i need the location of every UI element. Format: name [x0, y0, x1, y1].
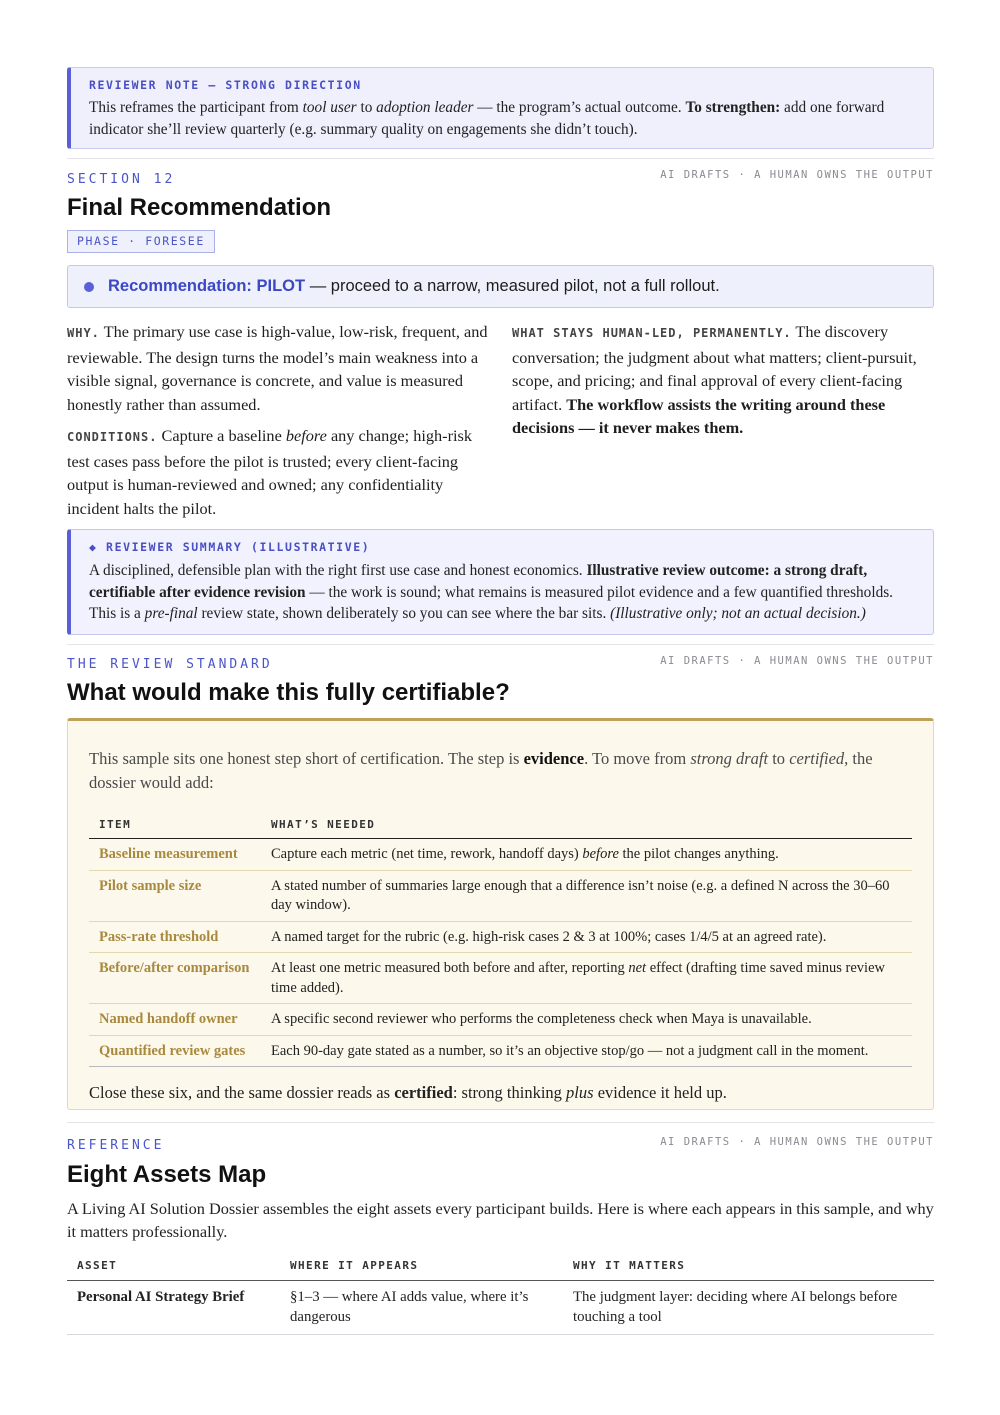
item-cell: Before/after comparison	[89, 953, 261, 1004]
table-header-row	[89, 809, 912, 839]
recommendation-bullet-icon	[84, 282, 94, 292]
section-title: Eight Assets Map	[67, 1161, 267, 1188]
item-cell: Baseline measurement	[89, 839, 261, 871]
column-header-needed: WHAT’S NEEDED	[261, 809, 912, 839]
why-cell: The judgment layer: deciding where AI belongs before touching a tool	[563, 1281, 934, 1335]
column-header-asset: ASSET	[67, 1256, 280, 1281]
conditions-paragraph: CONDITIONS. Capture a baseline before any change; high-risk test cases pass before the pilot is trusted; every client-facing output is human-reviewed and owned; any confidentiality incident halts the pilot.	[67, 426, 473, 518]
item-cell: Pilot sample size	[89, 870, 261, 921]
column-header-where: WHERE IT APPEARS	[280, 1256, 563, 1281]
human-led-column	[512, 320, 934, 440]
where-cell: §1–3 — where AI adds value, where it’s dangerous	[280, 1281, 563, 1335]
section-meta: AI DRAFTS · A HUMAN OWNS THE OUTPUT	[660, 169, 934, 181]
phase-badge: PHASE · FORESEE	[67, 230, 215, 253]
why-column	[67, 320, 492, 520]
section-divider	[67, 1122, 934, 1123]
table-row	[89, 953, 912, 1004]
why-paragraph: WHY. The primary use case is high-value, low-risk, frequent, and reviewable. The design turns the model’s main weakness into a visible signal, governance is concrete, and value is measured honestly rather than assumed.	[67, 322, 488, 414]
table-row	[89, 1004, 912, 1036]
certification-intro: This sample sits one honest step short of certification. The step is evidence. To move from strong draft to certified, the dossier would add:	[89, 749, 873, 792]
table-row	[67, 1281, 934, 1335]
assets-table	[67, 1256, 934, 1335]
reviewer-note-text: This reframes the participant from tool user to adoption leader — the program’s actual outcome. To strengthen: add one forward indicator she’ll review quarterly (e.g. summary quality on engagements she didn’t touch).	[89, 99, 885, 138]
section-divider	[67, 644, 934, 645]
recommendation-banner	[67, 265, 934, 308]
table-row	[89, 921, 912, 953]
needed-cell: A specific second reviewer who performs the completeness check when Maya is unavailable.	[261, 1004, 912, 1036]
reviewer-summary-text: A disciplined, defensible plan with the right first use case and honest economics. Illustrative review outcome: a strong draft, certifiable after evidence revision — the work is sound; what remains is measured pilot evidence and a few quantified thresholds. This is a pre-final review state, shown deliberately so you can see where the bar sits. (Illustrative only; not an actual decision.)	[89, 562, 894, 622]
section-label: SECTION 12	[67, 172, 176, 187]
section-label: THE REVIEW STANDARD	[67, 657, 273, 672]
needed-cell: At least one metric measured both before and after, reporting net effect (drafting time saved minus review time added).	[261, 953, 912, 1004]
needed-cell: Capture each metric (net time, rework, handoff days) before the pilot changes anything.	[261, 839, 912, 871]
reviewer-summary-label: ◆ REVIEWER SUMMARY (ILLUSTRATIVE)	[89, 540, 371, 554]
item-cell: Quantified review gates	[89, 1035, 261, 1067]
asset-cell: Personal AI Strategy Brief	[67, 1281, 280, 1335]
recommendation-text: Recommendation: PILOT — proceed to a narrow, measured pilot, not a full rollout.	[108, 277, 720, 295]
column-header-why: WHY IT MATTERS	[563, 1256, 934, 1281]
table-row	[89, 1035, 912, 1067]
reviewer-note-label: REVIEWER NOTE — STRONG DIRECTION	[89, 78, 362, 92]
needed-cell: A named target for the rubric (e.g. high-risk cases 2 & 3 at 100%; cases 1/4/5 at an agreed rate).	[261, 921, 912, 953]
section-meta: AI DRAFTS · A HUMAN OWNS THE OUTPUT	[660, 1136, 934, 1148]
reviewer-summary	[67, 529, 934, 635]
certification-closing: Close these six, and the same dossier reads as certified: strong thinking plus evidence it held up.	[89, 1083, 727, 1102]
human-led-paragraph: WHAT STAYS HUMAN-LED, PERMANENTLY. The discovery conversation; the judgment about what matters; client-pursuit, scope, and pricing; and final approval of every client-facing artifact. The workflow assists the writing around these decisions — it never makes them.	[512, 322, 917, 437]
table-header-row	[67, 1256, 934, 1281]
section-title: Final Recommendation	[67, 194, 332, 221]
certification-table	[89, 809, 912, 1067]
reviewer-note	[67, 67, 934, 149]
certification-panel	[67, 718, 934, 1110]
table-row	[89, 839, 912, 871]
column-header-item: ITEM	[89, 809, 261, 839]
item-cell: Pass-rate threshold	[89, 921, 261, 953]
assets-intro: A Living AI Solution Dossier assembles the eight assets every participant builds. Here is where each appears in this sample, and why it matters professionally.	[67, 1199, 934, 1241]
table-row	[89, 870, 912, 921]
section-title: What would make this fully certifiable?	[67, 679, 510, 706]
section-divider	[67, 158, 934, 159]
needed-cell: A stated number of summaries large enough that a difference isn’t noise (e.g. a defined N across the 30–60 day window).	[261, 870, 912, 921]
section-meta: AI DRAFTS · A HUMAN OWNS THE OUTPUT	[660, 655, 934, 667]
section-label: REFERENCE	[67, 1138, 165, 1153]
item-cell: Named handoff owner	[89, 1004, 261, 1036]
needed-cell: Each 90-day gate stated as a number, so it’s an objective stop/go — not a judgment call in the moment.	[261, 1035, 912, 1067]
